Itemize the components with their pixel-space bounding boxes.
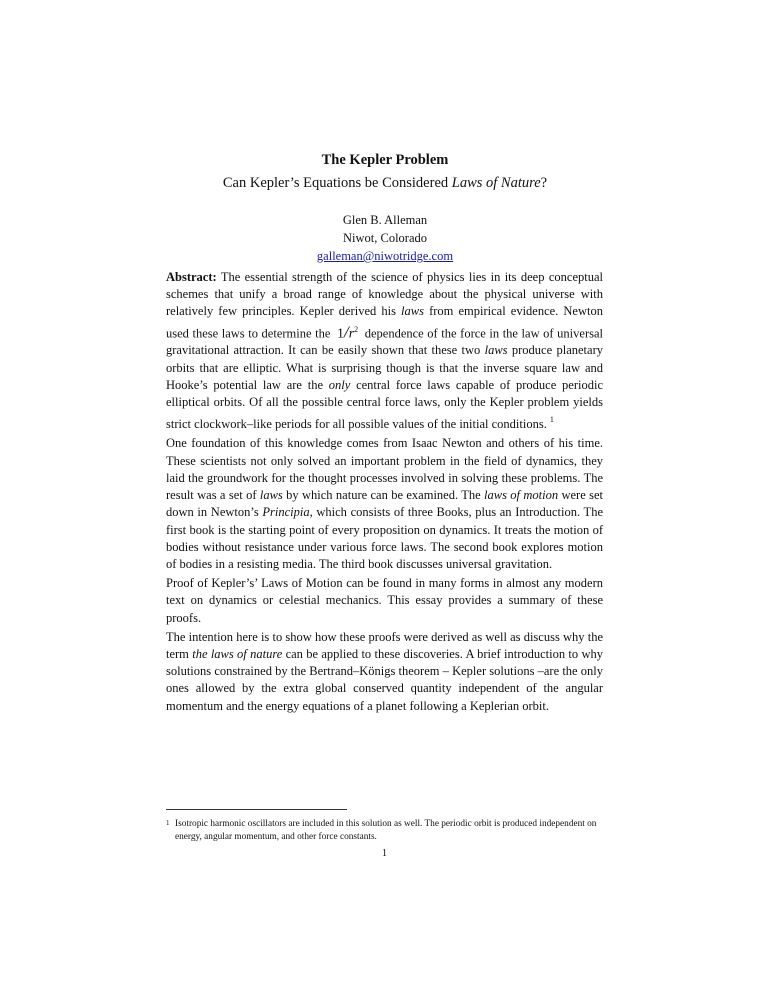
paragraph-text: , which consists of three Books, plus an Introduction. The first book is the starting point of every proposition on dynamics. It treats the motion of bodies without resistance under various force laws. The second book explores motion of bodies in a resisting media. The third book discusses universal gravitation.	[166, 505, 603, 571]
abstract-text: The essential strength of the science of physics lies in its deep conceptual schemes that unify a broad range of knowledge about the physical universe with relatively few principles. Kepler derived his	[166, 270, 603, 319]
paragraph-emphasis: the laws of nature	[192, 646, 283, 661]
formula-numerator: 1	[336, 326, 344, 342]
author-location: Niwot, Colorado	[342, 231, 428, 245]
paragraph-text: were set down in Newton’s	[166, 488, 603, 520]
page-number: 1	[381, 848, 388, 859]
paragraph-text: Proof of Kepler’s’ Laws of Motion can be found in many forms in almost any modern text on dynamics or celestial mechanics. This essay provides a summary of these proofs.	[166, 576, 603, 625]
formula-exponent: 2	[354, 324, 359, 334]
abstract-paragraph	[166, 269, 603, 433]
subtitle-end: ?	[540, 175, 548, 191]
subtitle-emphasis: Laws of Nature	[451, 175, 541, 191]
abstract-emphasis: laws	[401, 304, 424, 319]
document-subtitle	[166, 173, 604, 193]
inverse-square-formula: $1/r^2$	[336, 322, 359, 342]
paragraph-emphasis: Principia	[262, 505, 310, 520]
paragraph-text: One foundation of this knowledge comes from Isaac Newton and others of his time. These scientists not only solved an important problem in the field of dynamics, they laid the groundwork for the thought processes involved in solving these problems. The result was a set of	[166, 436, 603, 503]
formula-denominator: r	[348, 326, 355, 342]
author-email-link[interactable]: galleman@niwotridge.com	[316, 249, 454, 263]
abstract-emphasis: laws	[484, 343, 508, 358]
document-title: The Kepler Problem	[321, 152, 449, 168]
footnote-divider	[166, 809, 347, 810]
abstract-emphasis: only	[328, 377, 351, 392]
author-block	[166, 211, 604, 265]
abstract-text: produce planetary orbits that are elliptic. What is surprising though is that the inverse square law and Hooke’s potential law are the	[166, 343, 603, 392]
footnote	[166, 818, 603, 844]
paragraph-text: can be applied to these discoveries. A brief introduction to why solutions constrained by the Bertrand–Königs theorem – Kepler solutions –are the only ones allowed by the extra global conserved quantity independent of the angular momentum and the energy equations of a planet following a Keplerian orbit.	[166, 646, 603, 713]
abstract-text: dependence of the force in the law of universal gravitational attraction. It can be easily shown that these two	[166, 326, 603, 358]
body-paragraph-1	[166, 435, 603, 573]
author-name: Glen B. Alleman	[342, 213, 428, 227]
document-body	[166, 269, 603, 717]
footnote-number: 1	[166, 819, 170, 827]
paragraph-emphasis: laws of motion	[484, 488, 559, 503]
abstract-text: from empirical evidence. Newton used these laws to determine the	[166, 304, 603, 341]
body-paragraph-2	[166, 575, 603, 627]
abstract-label: Abstract:	[166, 270, 217, 284]
paragraph-emphasis: laws	[259, 488, 283, 503]
footnote-reference[interactable]: 1	[549, 415, 554, 425]
subtitle-text: Can Kepler’s Equations be Considered	[222, 175, 452, 191]
paragraph-text: The intention here is to show how these proofs were derived as well as discuss why the term	[166, 629, 603, 661]
abstract-text: central force laws capable of produce periodic elliptical orbits. Of all the possible central force laws, only the Kepler problem yields strict clockwork–like periods for all possible values of the initial conditions.	[166, 377, 603, 432]
paragraph-text: by which nature can be examined. The	[282, 488, 485, 503]
body-paragraph-3	[166, 629, 603, 715]
footnote-text: Isotropic harmonic oscillators are included in this solution as well. The periodic orbit is produced independent on energy, angular momentum, and other force constants.	[175, 819, 597, 842]
